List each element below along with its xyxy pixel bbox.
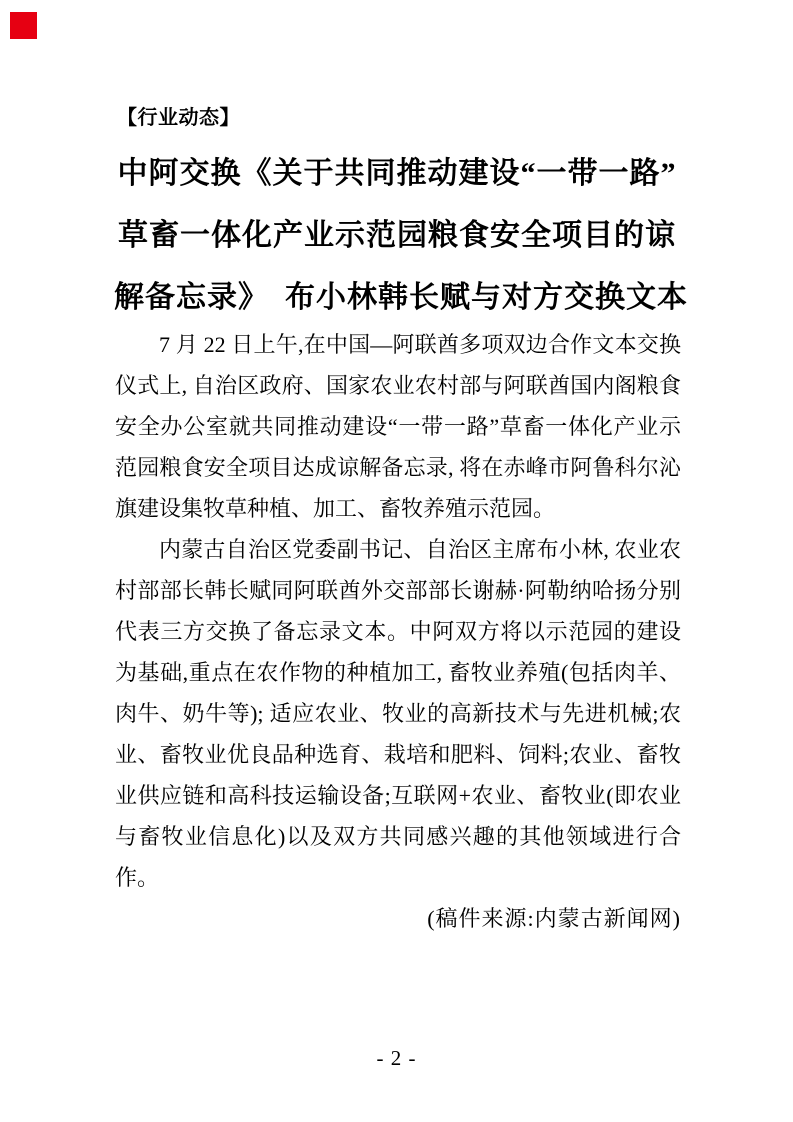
section-header: 【行业动态】 bbox=[117, 107, 240, 129]
page-number: - 2 - bbox=[376, 1046, 417, 1070]
article-title-line-1: 中阿交换《关于共同推动建设“一带一路” bbox=[117, 157, 677, 190]
article-paragraph-1: 7 月 22 日上午,在中国—阿联酋多项双边合作文本交换仪式上, 自治区政府、国家农业农村部与阿联酋国内阁粮食安全办公室就共同推动建设“一带一路”草畜一体化产业示范园粮食安全项目达成谅解备忘录, 将在赤峰市阿鲁科尔沁旗建设集牧草种植、加工、畜牧养殖示范园。 bbox=[115, 332, 681, 521]
article-paragraph-2: 内蒙古自治区党委副书记、自治区主席布小林, 农业农村部部长韩长赋同阿联酋外交部部长谢赫·阿勒纳哈扬分别代表三方交换了备忘录文本。中阿双方将以示范园的建设为基础,重点在农作物的种植加工, 畜牧业养殖(包括肉羊、肉牛、奶牛等); 适应农业、牧业的高新技术与先进机械;农业、畜牧业优良品种选育、栽培和肥料、饲料;农业、畜牧业供应链和高科技运输设备;互联网+农业、畜牧业(即农业与畜牧业信息化)以及双方共同感兴趣的其他领域进行合作。 bbox=[115, 537, 681, 890]
article-title bbox=[114, 143, 688, 329]
article-title-line-3: 解备忘录》 布小林韩长赋与对方交换文本 bbox=[114, 281, 688, 314]
source-attribution: (稿件来源:内蒙古新闻网) bbox=[427, 906, 681, 931]
article-title-line-2: 草畜一体化产业示范园粮食安全项目的谅 bbox=[118, 219, 676, 252]
red-square-mark bbox=[10, 12, 37, 39]
article-body bbox=[115, 324, 681, 939]
